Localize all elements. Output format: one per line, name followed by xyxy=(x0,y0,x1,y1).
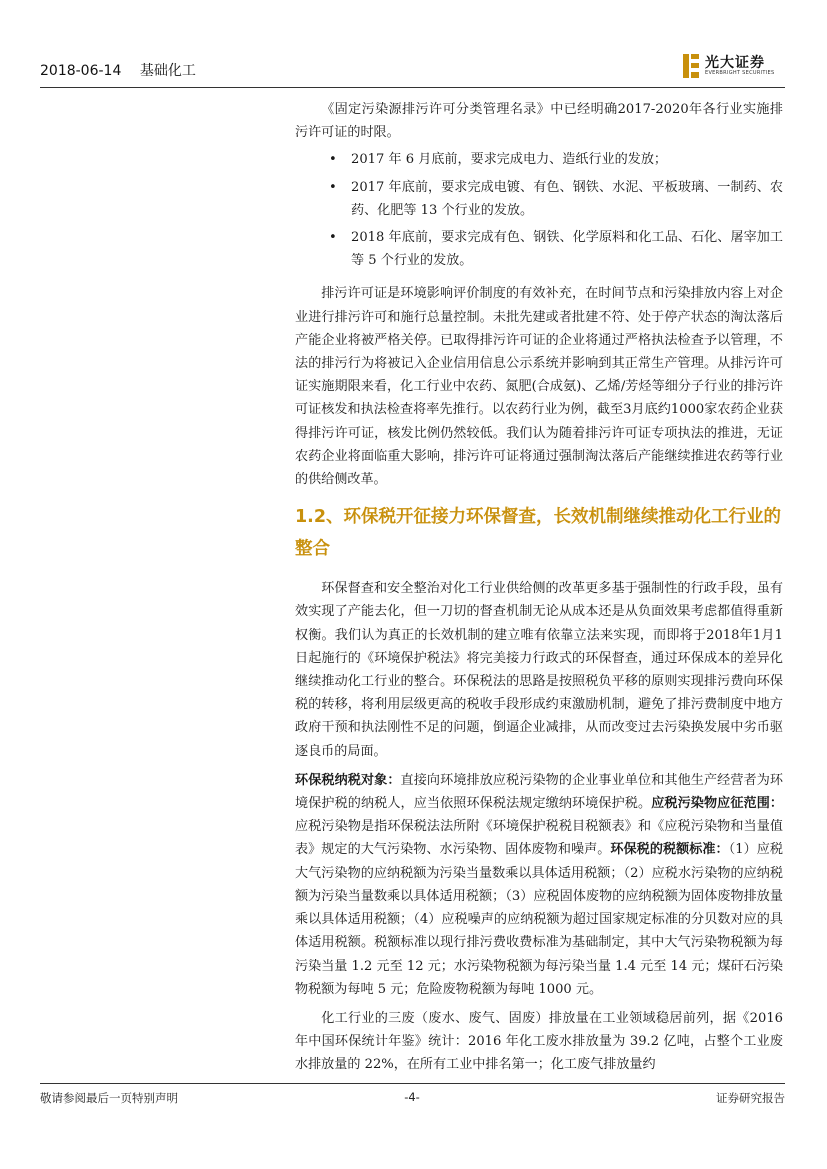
report-date: 2018-06-14 xyxy=(40,63,122,79)
bullet-icon: • xyxy=(329,179,337,195)
logo-mark-icon xyxy=(683,54,699,78)
intro-paragraph: 《固定污染源排污许可分类管理名录》中已经明确2017-2020年各行业实施排污许可证的时限。 xyxy=(295,102,783,141)
list-item xyxy=(295,176,783,222)
list-item xyxy=(295,226,783,272)
permit-paragraph: 排污许可证是环境影响评价制度的有效补充，在时间节点和污染排放内容上对企业进行排污许可和施行总量控制。未批先建或者批建不符、处于停产状态的淘汰落后产能企业将被严格关停。已取得排污许可证的企业将通过严格执法检查予以管理，不法的排污行为将被记入企业信用信息公示系统并影响到其正常生产管理。从排污许可证实施期限来看，化工行业中农药、氮肥(合成氨)、乙烯/芳烃等细分子行业的排污许可证核发和执法检查将率先推行。以农药行业为例，截至3月底约1000家农药企业获得排污许可证，核发比例仍然较低。我们认为随着排污许可证专项执法的推进，无证农药企业将面临重大影响，排污许可证将通过强制淘汰落后产能继续推进农药等行业的供给侧改革。 xyxy=(295,286,783,488)
list-item-text: 2017 年 6 月底前，要求完成电力、造纸行业的发放； xyxy=(351,152,668,168)
list-item xyxy=(295,148,783,171)
bullet-icon: • xyxy=(329,230,337,246)
logo-name: 光大证券 xyxy=(705,55,765,71)
scope-label: 应税污染物应征范围： xyxy=(651,796,784,812)
footer-divider xyxy=(40,1083,785,1084)
header-meta xyxy=(40,60,210,80)
scope-text: 应税污染物是指环保税法法所附《环境保护税税目税额表》和《应税污染物和当量值表》规定的大气污染物、水污染物、固体废物和噪声。 xyxy=(295,819,783,858)
waste-paragraph: 化工行业的三废（废水、废气、固废）排放量在工业领域稳居前列，据《2016 年中国环保统计年鉴》统计：2016 年化工废水排放量为 39.2 亿吨，占整个工业废水排放量的 22%，在所有工业中排名第一；化工废气排放量约 xyxy=(295,1010,783,1073)
report-type: 证券研究报告 xyxy=(716,1091,785,1105)
rate-label: 环保税的税额标准： xyxy=(610,842,729,858)
header-divider xyxy=(40,87,785,88)
page-number: -4- xyxy=(404,1090,420,1104)
page-footer xyxy=(40,1090,785,1110)
taxpayer-label: 环保税纳税对象： xyxy=(295,772,401,788)
page-header xyxy=(40,50,785,86)
taxpayer-text: 直接向环境排放应税污染物的企业事业单位和其他生产经营者为环境保护税的纳税人，应当依照环保税法规定缴纳环境保护税。 xyxy=(295,772,784,812)
company-logo xyxy=(645,52,785,82)
bullet-icon: • xyxy=(329,152,337,168)
tax-paragraph: 环保督查和安全整治对化工行业供给侧的改革更多基于强制性的行政手段，虽有效实现了产能去化，但一刀切的督查机制无论从成本还是从负面效果考虑都值得重新权衡。我们认为真正的长效机制的建立唯有依靠立法来实现，而即将于2018年1月1日起施行的《环境保护税法》将完美接力行政式的环保督查，通过环保成本的差异化继续推动化工行业的整合。环保税法的思路是按照税负平移的原则实现排污费向环保税的转移，将利用层级更高的税收手段形成约束激励机制，避免了排污费制度中地方政府干预和执法刚性不足的问题，倒逼企业减排，从而改变过去污染换发展中劣币驱逐良币的局面。 xyxy=(295,581,783,759)
deadline-list xyxy=(295,148,783,272)
main-content xyxy=(295,98,783,1077)
rate-text: （1）应税大气污染物的应纳税额为污染当量数乘以具体适用税额；（2）应税水污染物的应纳税额为污染当量数乘以具体适用税额；（3）应税固体废物的应纳税额为固体废物排放量乘以具体适用税额；（4）应税噪声的应纳税额为超过国家规定标准的分贝数对应的具体适用税额。税额标准以现行排污费收费标准为基础制定，其中大气污染物税额为每污染当量 1.2 元至 12 元；水污染物税额为每污染当量 1.4 元至 14 元；煤矸石污染物税额为每吨 5 元；危险废物税额为每吨 1000 元。 xyxy=(295,842,784,997)
list-item-text: 2018 年底前，要求完成有色、钢铁、化学原料和化工品、石化、屠宰加工等 5 个行业的发放。 xyxy=(351,230,783,269)
tax-detail-paragraph xyxy=(295,769,783,1001)
logo-subtitle: EVERBRIGHT SECURITIES xyxy=(705,70,775,76)
report-sector: 基础化工 xyxy=(139,63,196,79)
list-item-text: 2017 年底前，要求完成电镀、有色、钢铁、水泥、平板玻璃、一制药、农药、化肥等 13 个行业的发放。 xyxy=(351,179,783,218)
section-heading: 1.2、环保税开征接力环保督查，长效机制继续推动化工行业的整合 xyxy=(295,507,781,560)
disclaimer-note: 敬请参阅最后一页特别声明 xyxy=(40,1091,178,1105)
